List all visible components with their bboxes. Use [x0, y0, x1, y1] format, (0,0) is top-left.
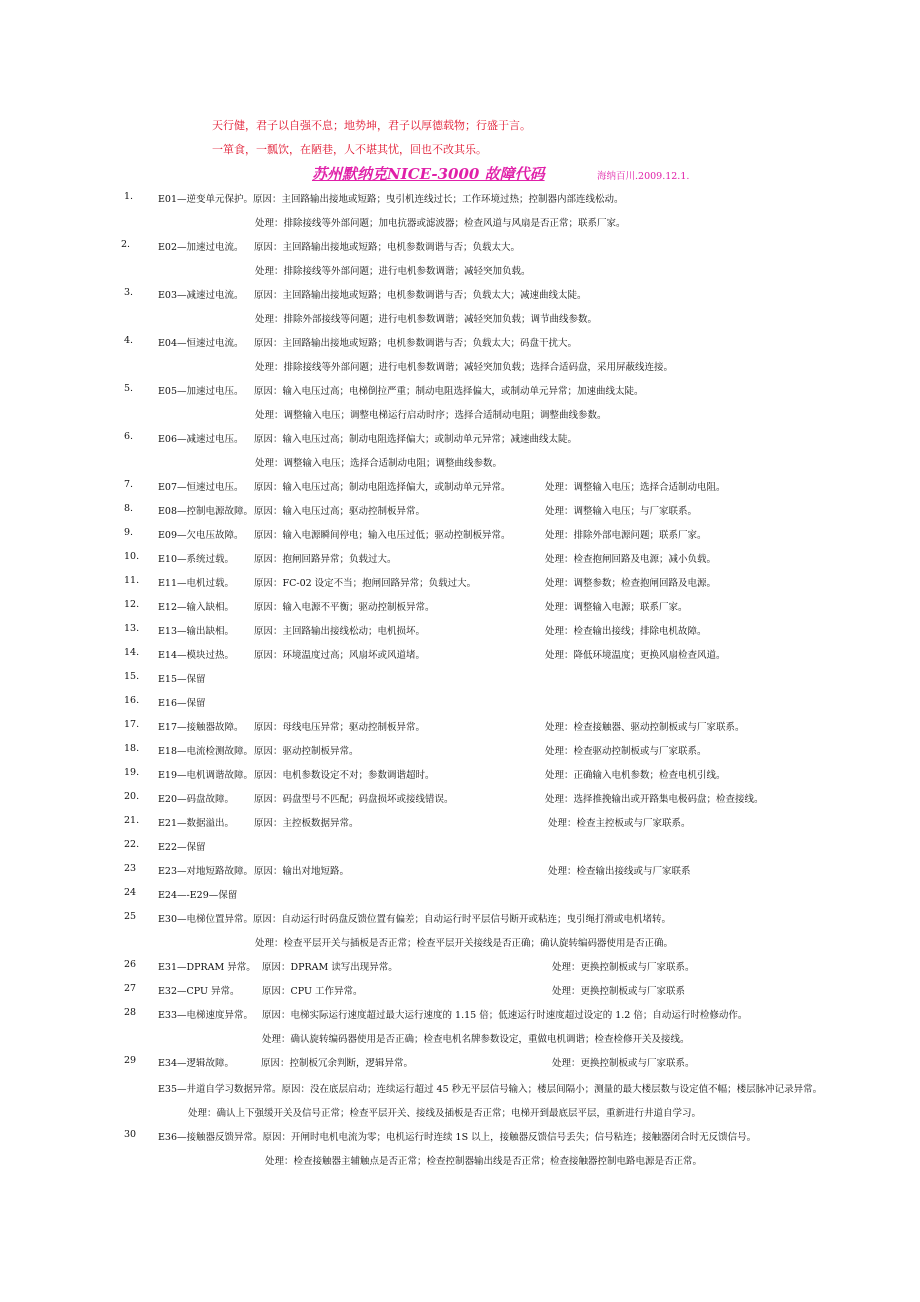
fault-code: E23—对地短路故障。: [158, 866, 254, 877]
fault-code: E36—接触器反馈异常。原因：开闸时电机电流为零；电机运行时连续 1S 以上，接触器反馈信号丢失；信号粘连；接触器闭合时无反馈信号。: [158, 1132, 757, 1143]
fault-number: 1.: [124, 191, 134, 202]
fault-fix: 处理：更换控制板或与厂家联系。: [552, 962, 695, 973]
fault-number: 18.: [124, 743, 140, 754]
fault-number: 11.: [124, 575, 140, 586]
fault-number: 22.: [124, 839, 140, 850]
motto-line-1: 天行健，君子以自强不息；地势坤，君子以厚德载物；行盛于言。: [212, 119, 531, 132]
fault-number: 13.: [124, 623, 140, 634]
fault-cause: 原因：输入电源不平衡；驱动控制板异常。: [254, 602, 435, 613]
fault-fix-line: 处理：排除接线等外部问题；进行电机参数调谐；减轻突加负载。: [255, 266, 531, 277]
fault-cause: 原因：输入电压过高；制动电阻选择偏大；或制动单元异常；减速曲线太陡。: [254, 434, 578, 445]
document-title: 苏州默纳克NICE-3000 故障代码: [312, 165, 545, 183]
fault-fix: 处理：调整输入电压；选择合适制动电阻。: [545, 482, 726, 493]
fault-cause: 原因：FC-02 设定不当；抱闸回路异常；负载过大。: [254, 578, 477, 589]
fault-fix: 处理：检查主控板或与厂家联系。: [548, 818, 691, 829]
fault-number: 16.: [124, 695, 140, 706]
fault-number: 17.: [124, 719, 140, 730]
fault-number: 4.: [124, 335, 134, 346]
fault-number: 21.: [124, 815, 140, 826]
fault-cause: 原因：环境温度过高；风扇坏或风道堵。: [254, 650, 426, 661]
fault-cause: 原因：主回路输出接地或短路；电机参数调谐与否；负载太大；减速曲线太陡。: [254, 290, 587, 301]
fault-cause: 原因：控制板冗余判断，逻辑异常。: [261, 1058, 414, 1069]
fault-fix: 处理：调整参数；检查抱闸回路及电源。: [545, 578, 717, 589]
fault-number: 6.: [124, 431, 134, 442]
fault-cause: 原因：DPRAM 读写出现异常。: [262, 962, 398, 973]
fault-cause: 原因：主控板数据异常。: [254, 818, 359, 829]
fault-fix: 处理：降低环境温度；更换风扇检查风道。: [545, 650, 726, 661]
fault-number: 20.: [124, 791, 140, 802]
fault-fix: 处理：检查接触器、驱动控制板或与厂家联系。: [545, 722, 745, 733]
fault-code: E06—减速过电压。: [158, 434, 244, 445]
fault-fix: 处理：调整输入电压；与厂家联系。: [545, 506, 698, 517]
fault-fix: 处理：更换控制板或与厂家联系: [552, 986, 686, 997]
fault-number: 28: [124, 1007, 137, 1018]
fault-code: E35—井道自学习数据异常。原因：没在底层启动；连续运行超过 45 秒无平层信号输入；楼层间隔小；测量的最大楼层数与设定值不幅；楼层脉冲记录异常。: [158, 1084, 823, 1095]
fault-number: 2.: [121, 239, 131, 250]
fault-fix-line: 处理：确认旋转编码器使用是否正确；检查电机名牌参数设定，重做电机调谐；检查检修开关及接线。: [262, 1034, 690, 1045]
fault-cause: 原因：主回路输出接地或短路；电机参数调谐与否；负载太大。: [254, 242, 521, 253]
fault-number: 8.: [124, 503, 134, 514]
fault-code: E02—加速过电流。: [158, 242, 244, 253]
fault-cause: 原因：输入电压过高；电梯倒拉严重；制动电阻选择偏大，或制动单元异常；加速曲线太陡。: [254, 386, 644, 397]
fault-number: 29: [124, 1055, 137, 1066]
fault-cause: 原因：输入电压过高；驱动控制板异常。: [254, 506, 426, 517]
fault-code: E07—恒速过电压。: [158, 482, 244, 493]
fault-cause: 原因：主回路输出接地或短路；电机参数调谐与否；负载太大；码盘干扰大。: [254, 338, 578, 349]
fault-cause: 原因：母线电压异常；驱动控制板异常。: [254, 722, 426, 733]
fault-code: E03—减速过电流。: [158, 290, 244, 301]
fault-fix: 处理：选择推挽输出或开路集电极码盘；检查接线。: [545, 794, 764, 805]
fault-fix: 处理：正确输入电机参数；检查电机引线。: [545, 770, 726, 781]
fault-code: E10—系统过载。: [158, 554, 235, 565]
fault-code: E34—逻辑故障。: [158, 1058, 235, 1069]
fault-number: 3.: [124, 287, 134, 298]
fault-number: 15.: [124, 671, 140, 682]
fault-cause: 原因：输入电源瞬间停电；输入电压过低；驱动控制板异常。: [254, 530, 511, 541]
fault-fix: 处理：检查输出接线或与厂家联系: [548, 866, 691, 877]
fault-fix: 处理：更换控制板或与厂家联系。: [552, 1058, 695, 1069]
fault-cause: 原因：CPU 工作异常。: [262, 986, 363, 997]
fault-number: 14.: [124, 647, 140, 658]
fault-number: 7.: [124, 479, 134, 490]
fault-code: E21—数据溢出。: [158, 818, 235, 829]
fault-cause: 原因：抱闸回路异常；负载过大。: [254, 554, 397, 565]
fault-code: E09—欠电压故障。: [158, 530, 244, 541]
fault-cause: 原因：主回路输出接线松动；电机损坏。: [254, 626, 426, 637]
fault-number: 25: [124, 911, 137, 922]
fault-code: E15—保留: [158, 674, 206, 685]
fault-cause: 原因：输出对地短路。: [254, 866, 350, 877]
fault-fix-line: 处理：排除接线等外部问题；进行电机参数调谐；减轻突加负载；选择合适码盘，采用屏蔽线连接。: [255, 362, 674, 373]
fault-number: 26: [124, 959, 137, 970]
fault-code: E31—DPRAM 异常。: [158, 962, 256, 973]
fault-fix: 处理：排除外部电源问题；联系厂家。: [545, 530, 707, 541]
fault-code: E24—-E29—保留: [158, 890, 238, 901]
fault-fix: 处理：检查抱闸回路及电源；减小负载。: [545, 554, 717, 565]
fault-cause: 原因：驱动控制板异常。: [254, 746, 359, 757]
fault-code: E20—码盘故障。: [158, 794, 235, 805]
fault-fix-line: 处理：确认上下强缓开关及信号正常；检查平层开关、接线及插板是否正常；电梯开到最底层平层，重新进行井道自学习。: [188, 1108, 702, 1119]
fault-code: E11—电机过载。: [158, 578, 235, 589]
motto-line-2: 一箪食，一瓢饮，在陋巷，人不堪其忧，回也不改其乐。: [212, 143, 487, 156]
fault-code: E18—电流检测故障。: [158, 746, 254, 757]
fault-fix-line: 处理：调整输入电压；选择合适制动电阻；调整曲线参数。: [255, 458, 503, 469]
fault-code: E13—输出缺相。: [158, 626, 235, 637]
fault-cause: 原因：电机参数设定不对；参数调谐超时。: [254, 770, 435, 781]
fault-code: E01—逆变单元保护。原因：主回路输出接地或短路；曳引机连线过长；工作环境过热；控制器内部连线松动。: [158, 194, 624, 205]
fault-number: 9.: [124, 527, 134, 538]
fault-code: E17—接触器故障。: [158, 722, 244, 733]
fault-number: 27: [124, 983, 137, 994]
fault-cause: 原因：输入电压过高；制动电阻选择偏大，或制动单元异常。: [254, 482, 511, 493]
fault-code: E16—保留: [158, 698, 206, 709]
fault-fix: 处理：调整输入电源；联系厂家。: [545, 602, 688, 613]
fault-fix: 处理：检查输出接线；排除电机故障。: [545, 626, 707, 637]
fault-cause: 原因：码盘型号不匹配；码盘损坏或接线错误。: [254, 794, 454, 805]
fault-code: E32—CPU 异常。: [158, 986, 240, 997]
fault-number: 30: [124, 1129, 137, 1140]
fault-code: E05—加速过电压。: [158, 386, 244, 397]
fault-code: E14—模块过热。: [158, 650, 235, 661]
fault-number: 12.: [124, 599, 140, 610]
fault-code: E04—恒速过电流。: [158, 338, 244, 349]
author-date: 海纳百川.2009.12.1.: [597, 171, 690, 182]
fault-code: E22—保留: [158, 842, 206, 853]
fault-fix-line: 处理：排除接线等外部问题；加电抗器或滤波器；检查风道与风扇是否正常；联系厂家。: [255, 218, 626, 229]
fault-number: 19.: [124, 767, 140, 778]
fault-code: E30—电梯位置异常。原因：自动运行时码盘反馈位置有偏差；自动运行时平层信号断开或粘连；曳引绳打滑或电机堵转。: [158, 914, 672, 925]
fault-fix: 处理：检查驱动控制板或与厂家联系。: [545, 746, 707, 757]
fault-code: E08—控制电源故障。: [158, 506, 254, 517]
fault-code: E33—电梯速度异常。: [158, 1010, 254, 1021]
fault-number: 23: [124, 863, 137, 874]
fault-fix-line: 处理：排除外部接线等问题；进行电机参数调谐；减轻突加负载；调节曲线参数。: [255, 314, 598, 325]
fault-number: 5.: [124, 383, 134, 394]
fault-number: 10.: [124, 551, 140, 562]
fault-fix-line: 处理：检查平层开关与插板是否正常；检查平层开关接线是否正确；确认旋转编码器使用是否正确。: [255, 938, 674, 949]
fault-fix-line: 处理：检查接触器主辅触点是否正常；检查控制器输出线是否正常；检查接触器控制电路电源是否正常。: [265, 1156, 703, 1167]
fault-number: 24: [124, 887, 137, 898]
fault-fix-line: 处理：调整输入电压；调整电梯运行启动时序；选择合适制动电阻；调整曲线参数。: [255, 410, 607, 421]
fault-code: E19—电机调谐故障。: [158, 770, 254, 781]
fault-cause: 原因：电梯实际运行速度超过最大运行速度的 1.15 倍；低速运行时速度超过设定的 1.2 倍；自动运行时检修动作。: [262, 1010, 748, 1021]
fault-code: E12—输入缺相。: [158, 602, 235, 613]
